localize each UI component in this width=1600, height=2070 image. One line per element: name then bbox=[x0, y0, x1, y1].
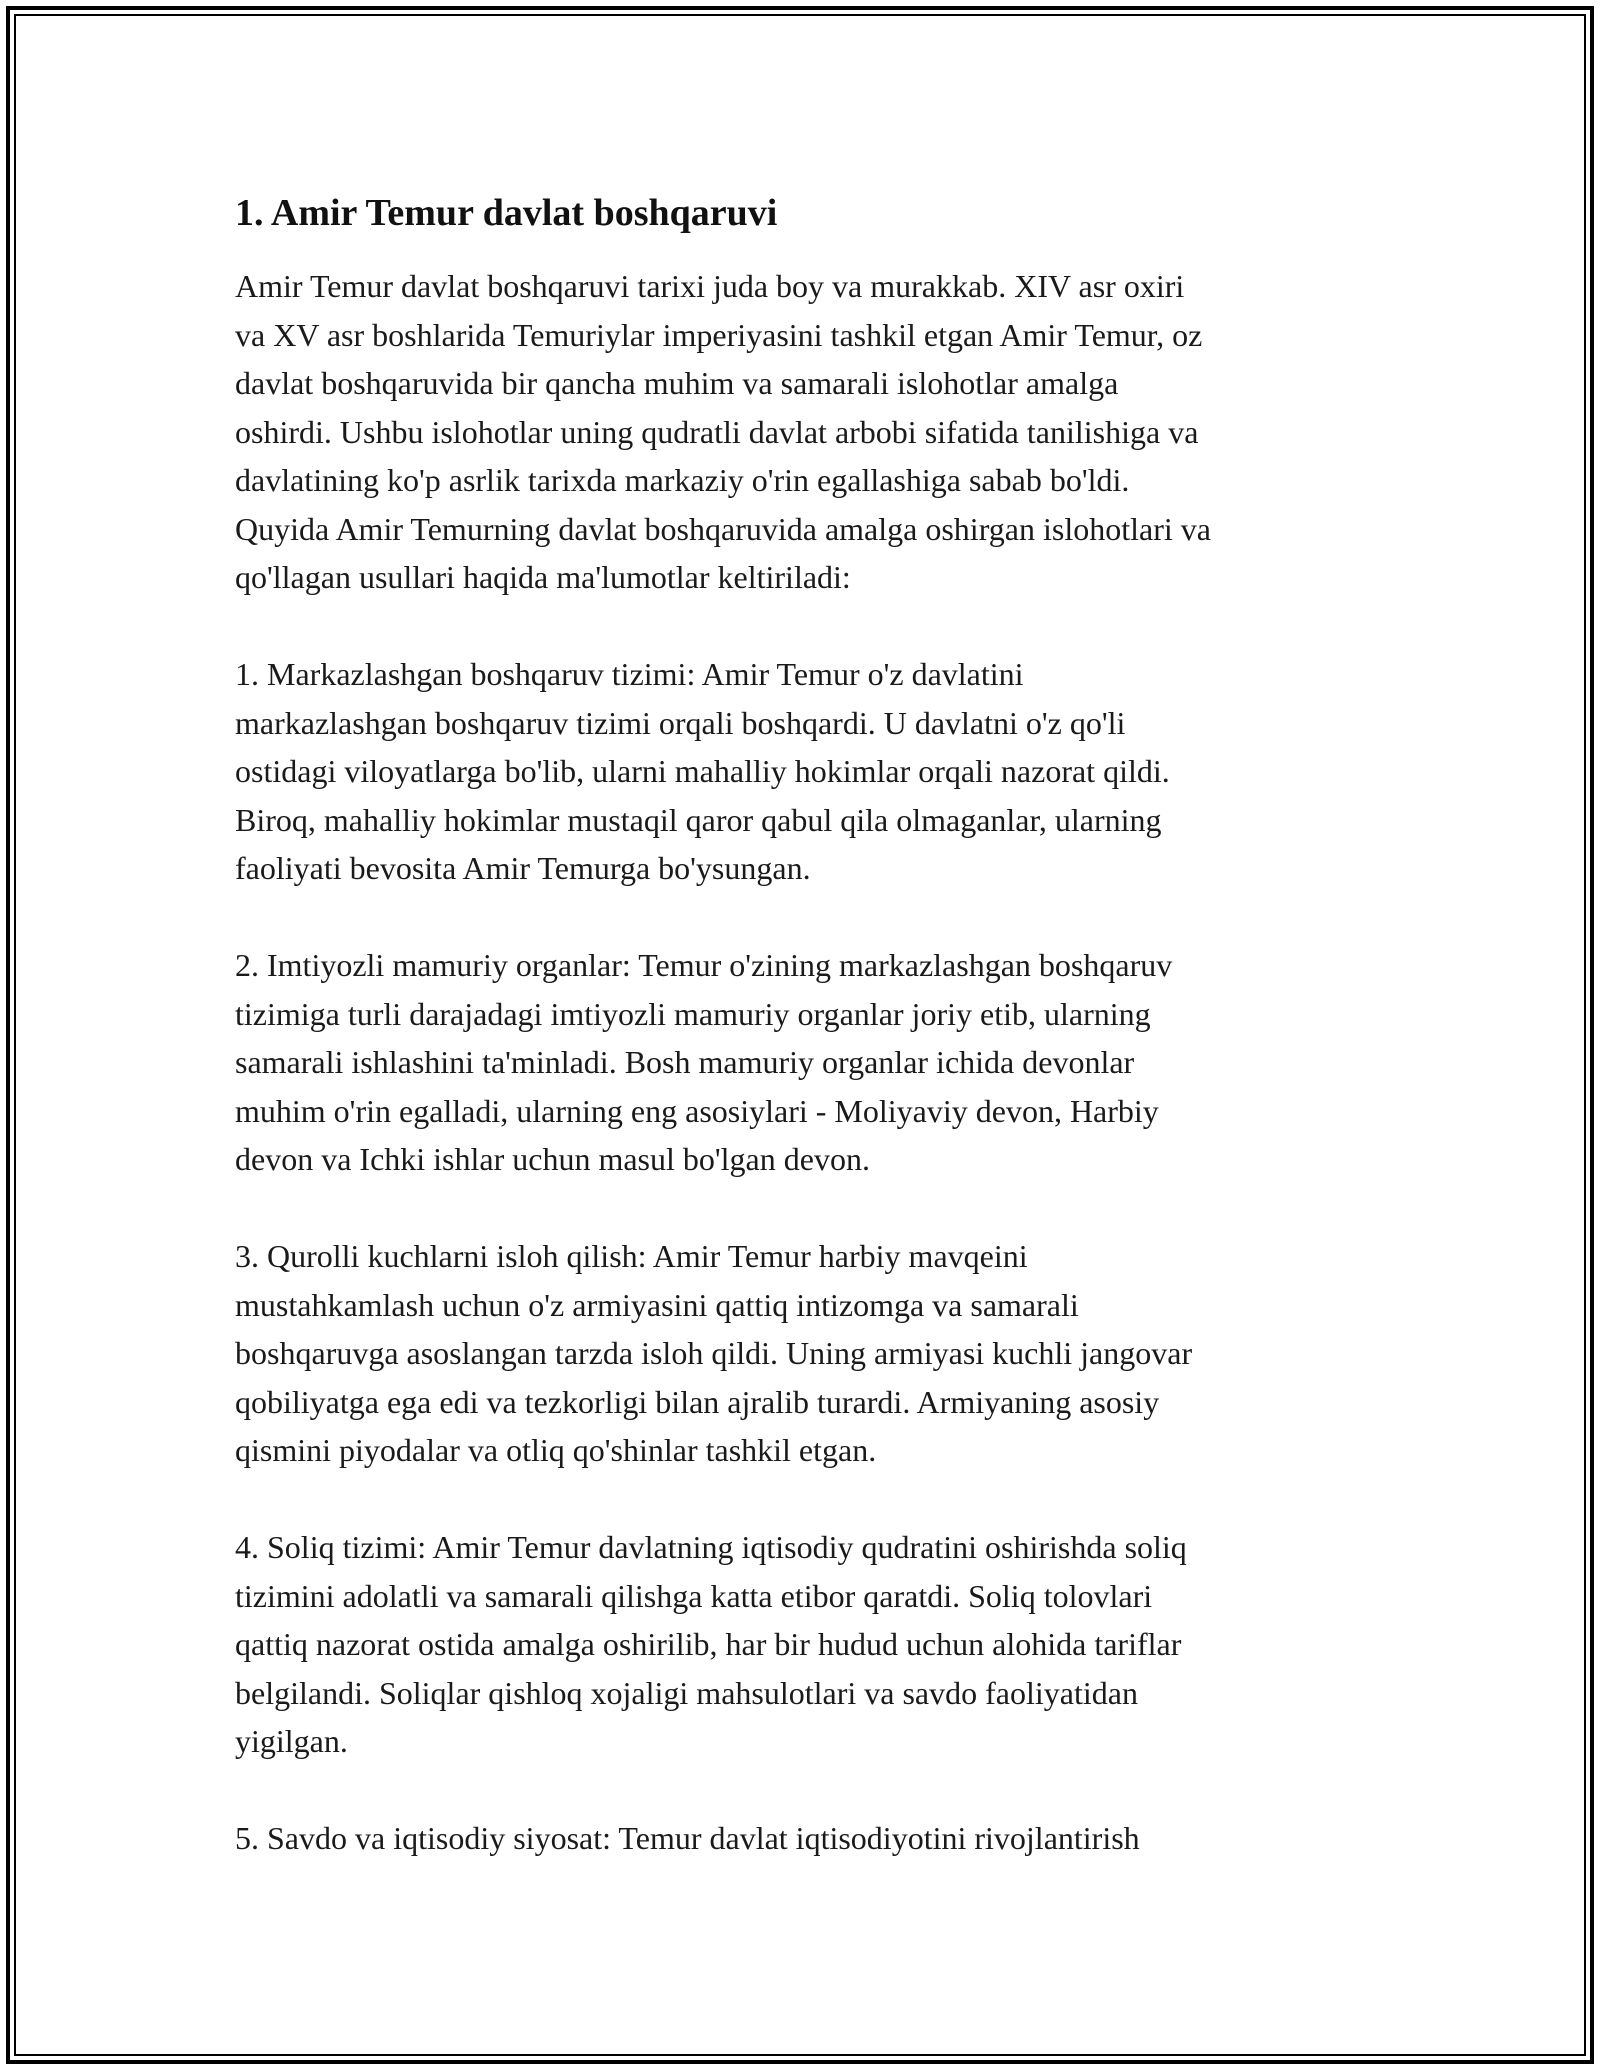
paragraph-item-5: 5. Savdo va iqtisodiy siyosat: Temur davlat iqtisodiyotini rivojlantirish bbox=[235, 1820, 1140, 1856]
paragraph-item-1: 1. Markazlashgan boshqaruv tizimi: Amir Temur o'z davlatini markazlashgan boshqaruv tizimi orqali boshqardi. U davlatni o'z qo'li ostidagi viloyatlarga bo'lib, ularni mahalliy hokimlar orqali nazorat qildi. Biroq, mahalliy hokimlar mustaqil qaror qabul qila olmaganlar, ularning faoliyati bevosita Amir Temurga bo'ysungan. bbox=[235, 656, 1170, 886]
paragraph-item-4: 4. Soliq tizimi: Amir Temur davlatning iqtisodiy qudratini oshirishda soliq tizimini adolatli va samarali qilishga katta etibor qaratdi. Soliq tolovlari qattiq nazorat ostida amalga oshirilib, har bir hudud uchun alohida tariflar belgilandi. Soliqlar qishloq xojaligi mahsulotlari va savdo faoliyatidan yigilgan. bbox=[235, 1529, 1187, 1759]
document-heading: 1. Amir Temur davlat boshqaruvi bbox=[235, 192, 778, 234]
paragraph-intro: Amir Temur davlat boshqaruvi tarixi juda boy va murakkab. XIV asr oxiri va XV asr boshlarida Temuriylar imperiyasini tashkil etgan Amir Temur, oz davlat boshqaruvida bir qancha muhim va samarali islohotlar amalga oshirdi. Ushbu islohotlar uning qudratli davlat arbobi sifatida tanilishiga va davlatining ko'p asrlik tarixda markaziy o'rin egallashiga sabab bo'ldi. Quyida Amir Temurning davlat boshqaruvida amalga oshirgan islohotlari va qo'llagan usullari haqida ma'lumotlar keltiriladi: bbox=[235, 268, 1211, 595]
paragraph-item-2: 2. Imtiyozli mamuriy organlar: Temur o'zining markazlashgan boshqaruv tizimiga turli darajadagi imtiyozli mamuriy organlar joriy etib, ularning samarali ishlashini ta'minladi. Bosh mamuriy organlar ichida devonlar muhim o'rin egalladi, ularning eng asosiylari - Moliyaviy devon, Harbiy devon va Ichki ishlar uchun masul bo'lgan devon. bbox=[235, 947, 1173, 1177]
document-body bbox=[235, 186, 1365, 1863]
paragraph-item-3: 3. Qurolli kuchlarni isloh qilish: Amir Temur harbiy mavqeini mustahkamlash uchun o'z armiyasini qattiq intizomga va samarali boshqaruvga asoslangan tarzda isloh qildi. Uning armiyasi kuchli jangovar qobiliyatga ega edi va tezkorligi bilan ajralib turardi. Armiyaning asosiy qismini piyodalar va otliq qo'shinlar tashkil etgan. bbox=[235, 1238, 1193, 1468]
